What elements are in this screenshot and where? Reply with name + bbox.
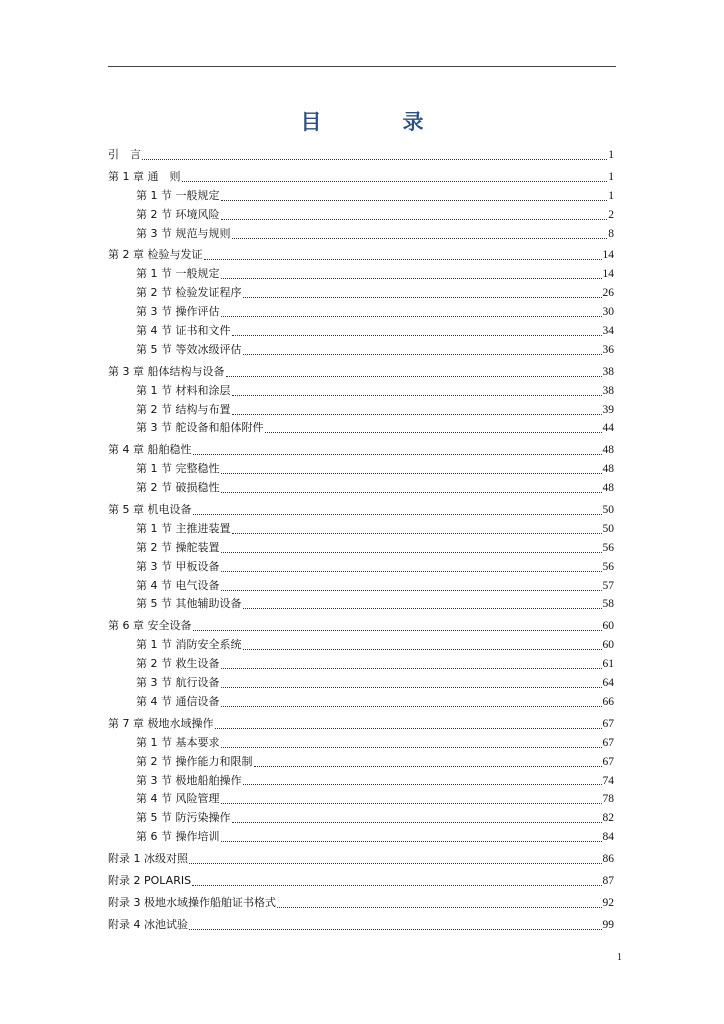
toc-entry-page: 60 [602,639,614,652]
toc-entry-title: 附录 4 冰池试验 [108,917,188,931]
toc-entry-title: 第 1 章 通 则 [108,169,181,183]
toc-leader-dots [182,181,608,182]
toc-entry-page: 34 [602,325,614,338]
toc-entry-title: 第 2 节 环境风险 [136,207,220,221]
toc-leader-dots [221,492,602,493]
toc-leader-dots [243,354,602,355]
toc-entry-page: 78 [602,793,614,806]
toc-entry-title: 第 3 章 船体结构与设备 [108,364,225,378]
toc-entry-title: 第 5 节 防污染操作 [136,811,231,825]
toc-entry-page: 48 [602,482,614,495]
toc-leader-dots [221,278,602,279]
toc-entry-title: 第 4 节 通信设备 [136,694,220,708]
toc-entry-title: 第 6 章 安全设备 [108,619,192,633]
toc-entry-title: 第 3 节 航行设备 [136,676,220,690]
page-title: 目 录 [300,110,454,134]
toc-leader-dots [232,822,602,823]
toc-leader-dots [204,259,602,260]
toc-entry-page: 86 [602,853,614,866]
toc-entry-title: 第 1 节 一般规定 [136,188,220,202]
toc-section-entry[interactable] [108,558,614,577]
toc-entry-page: 67 [602,736,614,749]
toc-entry-page: 92 [602,896,614,909]
toc-entry-title: 第 4 节 证书和文件 [136,324,231,338]
toc-leader-dots [221,668,602,669]
toc-section-entry[interactable] [108,265,614,284]
toc-entry-title: 第 3 节 规范与规则 [136,226,231,240]
toc-section-entry[interactable] [108,322,614,341]
toc-entry-title: 第 4 章 船舶稳性 [108,443,192,457]
toc-leader-dots [189,863,602,864]
toc-entry-page: 57 [602,579,614,592]
toc-entry-title: 第 2 节 检验发证程序 [136,286,242,300]
toc-entry-title: 第 3 节 舵设备和船体附件 [136,421,264,435]
toc-entry-page: 38 [602,365,614,378]
toc-leader-dots [221,841,602,842]
toc-leader-dots [193,630,602,631]
toc-entry-page: 64 [602,677,614,690]
toc-leader-dots [142,159,607,160]
toc-leader-dots [221,473,602,474]
toc-entry-title: 第 5 节 其他辅助设备 [136,597,242,611]
toc-leader-dots [192,885,601,886]
toc-leader-dots [221,706,602,707]
toc-entry-page: 30 [602,306,614,319]
toc-chapter-entry[interactable] [108,916,614,935]
toc-entry-page: 56 [602,541,614,554]
toc-leader-dots [232,533,602,534]
table-of-contents [108,146,614,935]
toc-section-entry[interactable] [108,577,614,596]
toc-entry-page: 39 [602,403,614,416]
toc-entry-title: 第 4 节 电气设备 [136,578,220,592]
toc-entry-title: 第 2 节 操作能力和限制 [136,754,253,768]
toc-entry-page: 56 [602,560,614,573]
toc-leader-dots [254,766,602,767]
toc-section-entry[interactable] [108,674,614,693]
toc-entry-title: 第 1 节 一般规定 [136,267,220,281]
toc-section-entry[interactable] [108,636,614,655]
toc-section-entry[interactable] [108,595,614,614]
header-rule [108,66,616,67]
toc-section-entry[interactable] [108,753,614,772]
toc-chapter-entry[interactable] [108,894,614,913]
toc-section-entry[interactable] [108,520,614,539]
toc-entry-page: 87 [602,874,614,887]
toc-entry-title: 第 5 章 机电设备 [108,503,192,517]
toc-section-entry[interactable] [108,401,614,420]
toc-leader-dots [193,514,602,515]
toc-leader-dots [221,590,602,591]
toc-entry-page: 8 [608,227,614,240]
toc-entry-page: 67 [602,755,614,768]
toc-entry-title: 第 2 节 结构与布置 [136,402,231,416]
toc-entry-page: 48 [602,444,614,457]
toc-leader-dots [232,395,602,396]
toc-leader-dots [232,414,602,415]
toc-chapter-entry[interactable] [108,146,614,165]
toc-leader-dots [232,335,602,336]
toc-entry-page: 14 [602,249,614,262]
toc-entry-page: 38 [602,384,614,397]
toc-entry-page: 26 [602,287,614,300]
toc-chapter-entry[interactable] [108,246,614,265]
toc-leader-dots [215,728,602,729]
toc-chapter-entry[interactable] [108,168,614,187]
toc-entry-title: 第 1 节 材料和涂层 [136,383,231,397]
toc-section-entry[interactable] [108,187,614,206]
toc-leader-dots [243,649,602,650]
toc-section-entry[interactable] [108,303,614,322]
toc-entry-title: 附录 2 POLARIS [108,873,192,887]
toc-leader-dots [277,907,602,908]
toc-leader-dots [243,297,602,298]
toc-entry-page: 61 [602,658,614,671]
toc-entry-page: 1 [608,170,614,183]
toc-entry-page: 2 [608,208,614,221]
toc-chapter-entry[interactable] [108,441,614,460]
toc-entry-page: 66 [602,695,614,708]
toc-section-entry[interactable] [108,809,614,828]
toc-section-entry[interactable] [108,225,614,244]
toc-leader-dots [221,219,608,220]
toc-entry-title: 第 1 节 完整稳性 [136,462,220,476]
toc-chapter-entry[interactable] [108,872,614,891]
toc-entry-page: 82 [602,812,614,825]
toc-entry-title: 第 3 节 甲板设备 [136,559,220,573]
toc-entry-page: 36 [602,343,614,356]
toc-entry-title: 第 3 节 极地船舶操作 [136,773,242,787]
toc-section-entry[interactable] [108,479,614,498]
toc-chapter-entry[interactable] [108,617,614,636]
toc-section-entry[interactable] [108,539,614,558]
toc-leader-dots [221,803,602,804]
toc-chapter-entry[interactable] [108,850,614,869]
toc-entry-title: 引 言 [108,148,141,161]
toc-entry-title: 第 1 节 消防安全系统 [136,638,242,652]
toc-section-entry[interactable] [108,790,614,809]
toc-leader-dots [265,432,602,433]
toc-entry-page: 44 [602,422,614,435]
toc-entry-page: 67 [602,717,614,730]
toc-entry-title: 第 2 节 救生设备 [136,657,220,671]
toc-entry-title: 第 2 章 检验与发证 [108,248,203,262]
toc-section-entry[interactable] [108,419,614,438]
toc-entry-page: 84 [602,831,614,844]
toc-entry-page: 48 [602,463,614,476]
toc-leader-dots [243,608,602,609]
toc-section-entry[interactable] [108,772,614,791]
toc-leader-dots [221,571,602,572]
toc-entry-title: 第 5 节 等效冰级评估 [136,342,242,356]
toc-section-entry[interactable] [108,828,614,847]
toc-entry-title: 第 7 章 极地水域操作 [108,716,214,730]
toc-entry-page: 74 [602,774,614,787]
toc-entry-title: 第 6 节 操作培训 [136,830,220,844]
toc-section-entry[interactable] [108,460,614,479]
toc-entry-page: 1 [608,189,614,202]
toc-entry-page: 1 [608,149,614,161]
toc-leader-dots [221,687,602,688]
toc-leader-dots [189,929,602,930]
toc-leader-dots [221,200,608,201]
toc-section-entry[interactable] [108,734,614,753]
toc-section-entry[interactable] [108,341,614,360]
toc-section-entry[interactable] [108,655,614,674]
toc-entry-title: 附录 3 极地水域操作船舶证书格式 [108,895,276,909]
toc-section-entry[interactable] [108,206,614,225]
toc-entry-title: 第 2 节 破损稳性 [136,481,220,495]
toc-leader-dots [226,376,602,377]
toc-section-entry[interactable] [108,693,614,712]
toc-entry-title: 第 1 节 主推进装置 [136,521,231,535]
toc-section-entry[interactable] [108,284,614,303]
toc-chapter-entry[interactable] [108,501,614,520]
toc-leader-dots [221,552,602,553]
toc-entry-title: 第 2 节 操舵装置 [136,540,220,554]
page-number: 1 [617,952,622,963]
toc-entry-title: 附录 1 冰级对照 [108,852,188,866]
toc-entry-page: 58 [602,598,614,611]
toc-entry-title: 第 3 节 操作评估 [136,305,220,319]
toc-leader-dots [193,454,602,455]
toc-leader-dots [221,316,602,317]
toc-section-entry[interactable] [108,382,614,401]
toc-entry-page: 50 [602,504,614,517]
toc-entry-page: 50 [602,522,614,535]
toc-entry-page: 99 [602,918,614,931]
toc-leader-dots [243,784,602,785]
toc-entry-page: 14 [602,268,614,281]
toc-leader-dots [232,238,608,239]
toc-entry-page: 60 [602,620,614,633]
toc-entry-title: 第 1 节 基本要求 [136,735,220,749]
toc-chapter-entry[interactable] [108,363,614,382]
toc-leader-dots [221,747,602,748]
toc-entry-title: 第 4 节 风险管理 [136,792,220,806]
toc-chapter-entry[interactable] [108,715,614,734]
